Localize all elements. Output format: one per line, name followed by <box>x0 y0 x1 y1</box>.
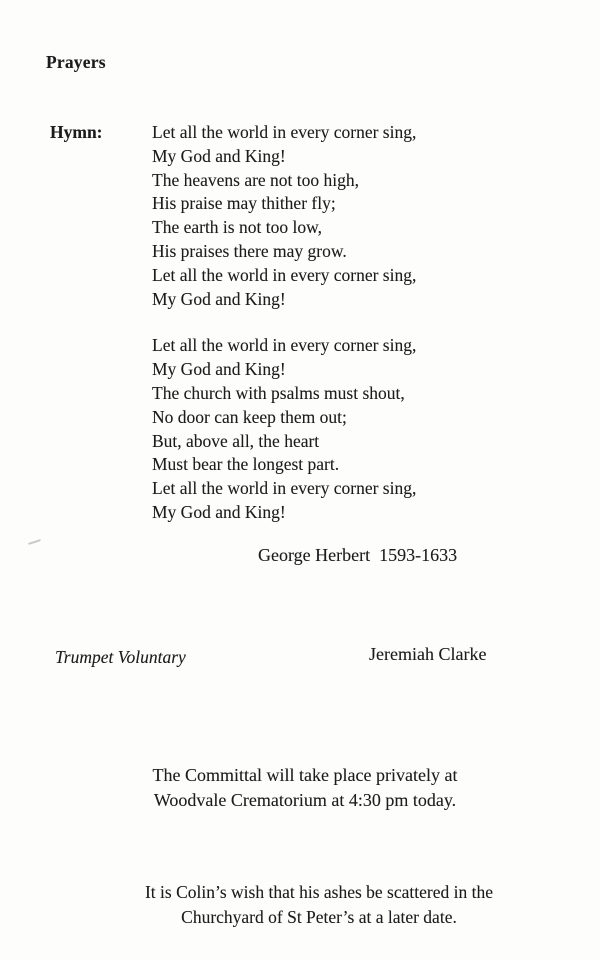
hymn-line: My God and King! <box>152 145 286 166</box>
hymn-line: The earth is not too low, <box>152 217 322 238</box>
hymn-line: The church with psalms must shout, <box>152 382 405 403</box>
committal-notice <box>10 763 600 812</box>
hymn-line: Let all the world in every corner sing, <box>152 478 417 499</box>
music-piece-title: Trumpet Voluntary <box>55 647 186 667</box>
committal-line: The Committal will take place privately at <box>152 765 458 785</box>
ashes-notice <box>38 880 600 930</box>
ashes-line: It is Colin’s wish that his ashes be scattered in the <box>144 882 493 902</box>
hymn-line: His praise may thither fly; <box>152 193 336 214</box>
hymn-stanza-1 <box>152 121 416 311</box>
hymn-line: But, above all, the heart <box>152 430 320 451</box>
prayers-heading: Prayers <box>46 52 106 72</box>
hymn-line: Let all the world in every corner sing, <box>152 122 417 142</box>
hymn-line: Let all the world in every corner sing, <box>152 335 417 356</box>
committal-line: Woodvale Crematorium at 4:30 pm today. <box>153 789 457 810</box>
hymn-text <box>152 121 416 525</box>
hymn-label: Hymn: <box>50 122 103 142</box>
hymn-line: His praises there may grow. <box>152 240 347 261</box>
hymn-line: Must bear the longest part. <box>152 454 340 475</box>
hymn-line: Let all the world in every corner sing, <box>152 264 417 285</box>
hymn-line: The heavens are not too high, <box>152 169 360 190</box>
hymn-attribution: George Herbert 1593-1633 <box>258 545 458 565</box>
hymn-stanza-2 <box>152 334 416 524</box>
hymn-line: My God and King! <box>152 288 286 309</box>
scan-artifact-mark <box>28 539 41 545</box>
ashes-line: Churchyard of St Peter’s at a later date. <box>181 907 457 927</box>
hymn-line: No door can keep them out; <box>152 406 347 427</box>
hymn-line: My God and King! <box>152 501 286 522</box>
music-composer: Jeremiah Clarke <box>369 644 487 664</box>
hymn-line: My God and King! <box>152 359 286 380</box>
